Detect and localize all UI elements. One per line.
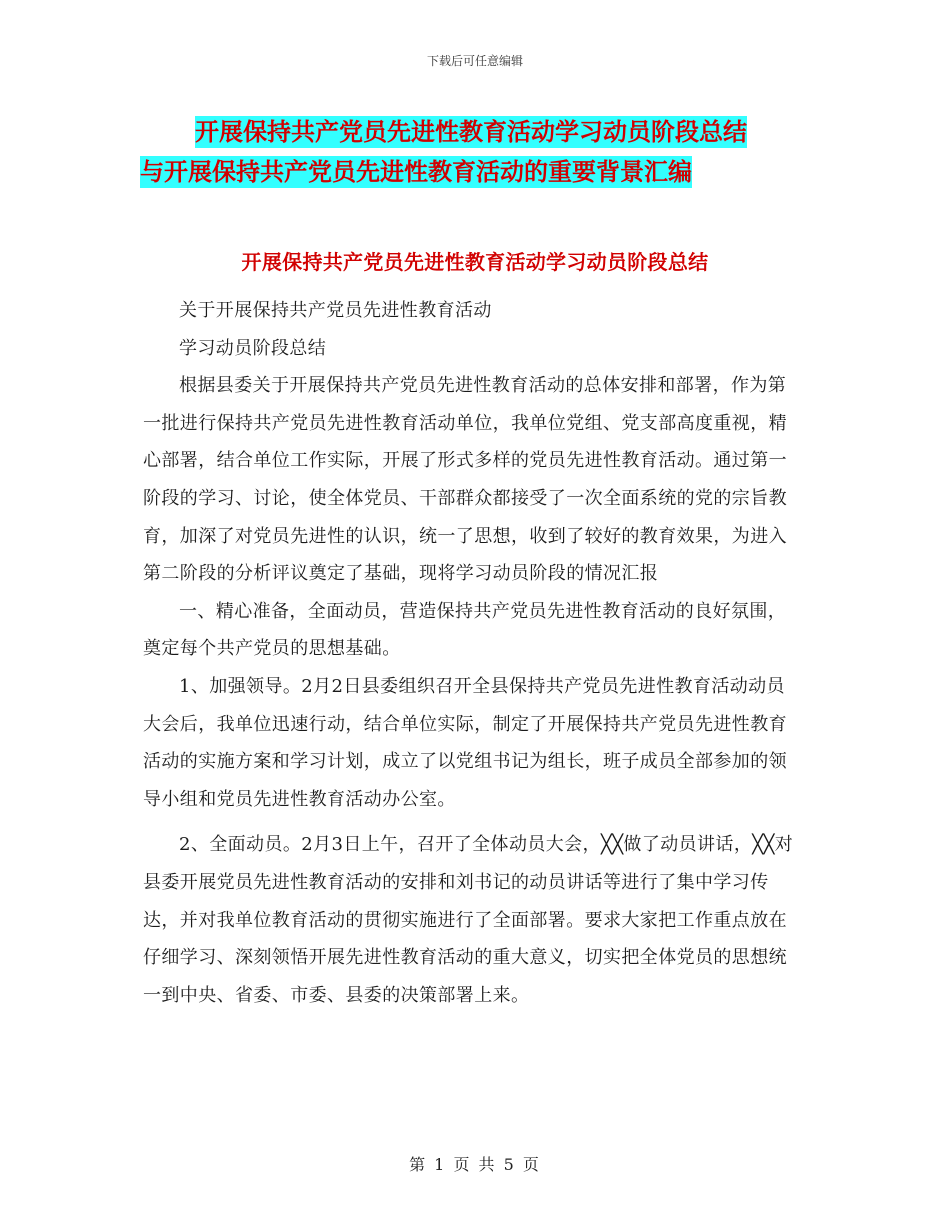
paragraph-heading-2: 学习动员阶段总结 bbox=[179, 337, 327, 359]
paragraph-intro: 根据县委关于开展保持共产党员先进性教育活动的总体安排和部署，作为第一批进行保持共产党员先进性教育活动单位，我单位党组、党支部高度重视，精心部署，结合单位工作实际，开展了形式多样的党员先进性教育活动。通过第一阶段的学习、讨论，使全体党员、干部群众都接受了一次全面系统的党的宗旨教育，加深了对党员先进性的认识，统一了思想，收到了较好的教育效果，为进入第二阶段的分析评议奠定了基础，现将学习动员阶段的情况汇报 bbox=[143, 375, 787, 585]
paragraph-heading-1: 关于开展保持共产党员先进性教育活动 bbox=[179, 300, 492, 321]
paragraph-item-1: 1、加强领导。2月2日县委组织召开全县保持共产党员先进性教育活动动员大会后，我单位迅速行动，结合单位实际，制定了开展保持共产党员先进性教育活动的实施方案和学习计划，成立了以党组书记为组长，班子成员全部参加的领导小组和党员先进性教育活动办公室。 bbox=[143, 675, 787, 810]
paragraph-item-2: 2、全面动员。2月3日上午，召开了全体动员大会，╳╳做了动员讲话，╳╳对县委开展党员先进性教育活动的安排和刘书记的动员讲话等进行了集中学习传达，并对我单位教育活动的贯彻实施进行了全面部署。要求大家把工作重点放在仔细学习、深刻领悟开展先进性教育活动的重大意义，切实把全体党员的思想统一到中央、省委、市委、县委的决策部署上来。 bbox=[143, 834, 794, 1006]
page-footer: 第 1 页 共 5 页 bbox=[409, 1155, 541, 1174]
document-title-line-2 bbox=[140, 152, 820, 192]
document-title bbox=[140, 112, 820, 192]
document-title-line-1 bbox=[140, 112, 820, 152]
title-line-1-text: 开展保持共产党员先进性教育活动学习动员阶段总结 bbox=[195, 118, 747, 146]
paragraph-section-one: 一、精心准备，全面动员，营造保持共产党员先进性教育活动的良好氛围，奠定每个共产党员的思想基础。 bbox=[143, 600, 787, 660]
title-line-2-text: 与开展保持共产党员先进性教育活动的重要背景汇编 bbox=[140, 158, 692, 186]
section-title: 开展保持共产党员先进性教育活动学习动员阶段总结 bbox=[241, 250, 709, 274]
document-body bbox=[143, 292, 803, 1014]
header-note: 下载后可任意编辑 bbox=[426, 54, 523, 68]
